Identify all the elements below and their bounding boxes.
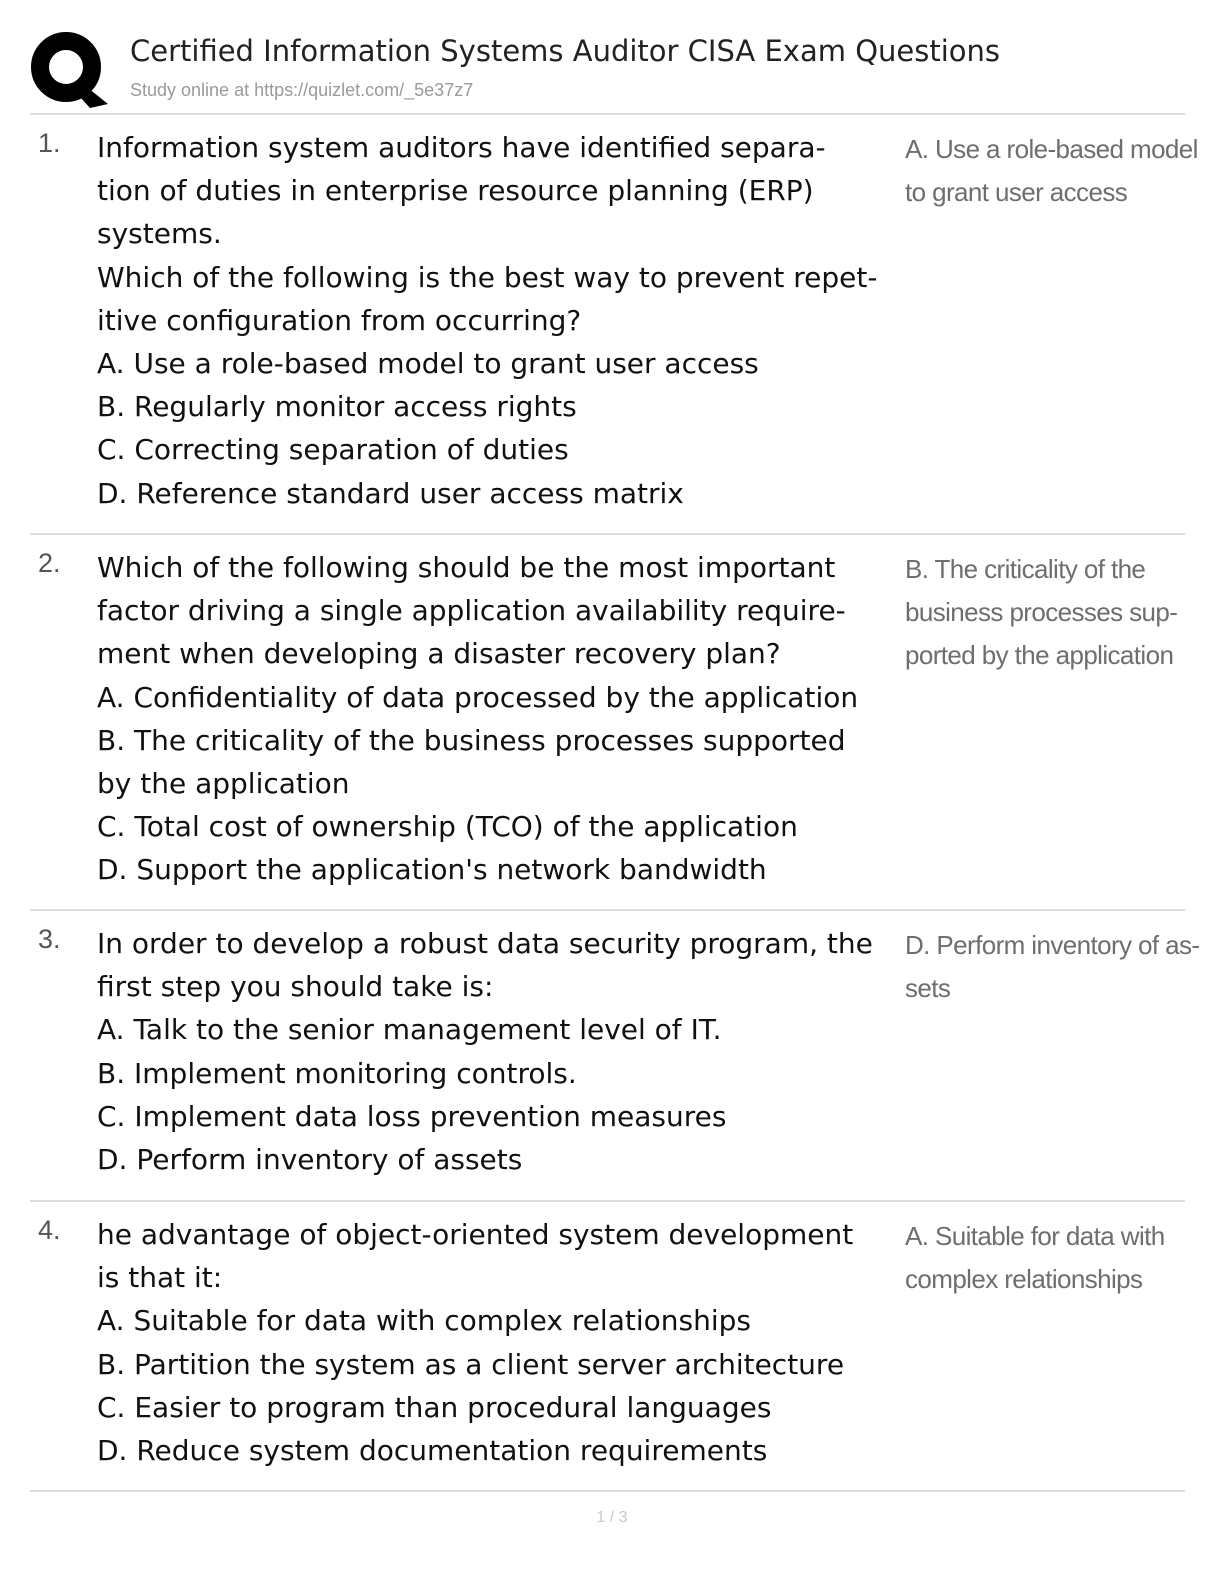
question-line: systems. [97,217,222,251]
question-line: he advantage of object-oriented system development [97,1218,854,1251]
option-line: B. Implement monitoring controls. [97,1056,577,1090]
option-line: D. Perform inventory of assets [97,1143,523,1177]
answer-text [905,924,1200,1010]
option-line: D. Support the application's network bandwidth [97,853,767,887]
answer-line: ported by the application [905,640,1174,671]
answer-line: D. Perform inventory of as- [905,930,1200,960]
question-line: Which of the following should be the most important [97,551,836,584]
page-number: 1 / 3 [596,1509,628,1526]
header-divider [30,113,1185,115]
answer-line: to grant user access [905,177,1128,208]
quizlet-logo-icon [30,30,108,108]
question-line: first step you should take is: [97,970,494,1004]
study-link[interactable]: Study online at https://quizlet.com/_5e37z7 [130,80,474,100]
answer-line: B. The criticality of the [905,554,1146,584]
question-text [97,1213,902,1472]
question-number: 3. [38,924,61,954]
question-line: In order to develop a robust data security program, the [97,927,873,960]
option-line: D. Reference standard user access matrix [97,476,684,510]
question-number: 2. [38,548,61,578]
option-line: A. Use a role-based model to grant user access [97,347,759,381]
answer-text [905,548,1180,678]
question-line: tion of duties in enterprise resource planning (ERP) [97,174,814,208]
question-line: ment when developing a disaster recovery plan? [97,637,781,671]
question-divider [30,909,1185,911]
answer-line: sets [905,973,951,1004]
question-line: Information system auditors have identified separa- [97,131,826,164]
option-line: A. Talk to the senior management level of IT. [97,1013,722,1047]
answer-line: A. Use a role-based model [905,134,1198,164]
question-line: is that it: [97,1261,223,1295]
question-number: 1. [38,128,61,158]
question-text [97,126,902,515]
option-line: C. Easier to program than procedural languages [97,1390,772,1424]
option-line: C. Correcting separation of duties [97,433,569,467]
option-line: C. Total cost of ownership (TCO) of the application [97,810,798,844]
option-line: D. Reduce system documentation requirements [97,1434,768,1468]
question-line: Which of the following is the best way to prevent repet- [97,260,878,294]
answer-text [905,1215,1180,1301]
option-line: C. Implement data loss prevention measures [97,1099,727,1133]
option-line: B. Regularly monitor access rights [97,390,577,424]
option-line: B. The criticality of the business processes supported [97,723,846,757]
answer-line: A. Suitable for data with [905,1221,1165,1251]
option-line: by the application [97,767,350,801]
question-divider [30,1200,1185,1202]
question-number: 4. [38,1215,61,1245]
answer-line: complex relationships [905,1264,1143,1295]
question-divider [30,533,1185,535]
answer-line: business processes sup- [905,597,1178,628]
page-header [30,28,1185,114]
question-divider [30,1490,1185,1492]
answer-text [905,128,1198,214]
option-line: A. Confidentiality of data processed by the application [97,680,859,714]
option-line: B. Partition the system as a client server architecture [97,1347,845,1381]
question-line: factor driving a single application availability require- [97,594,846,628]
question-text [97,546,902,892]
question-text [97,922,902,1181]
option-line: A. Suitable for data with complex relationships [97,1304,751,1338]
question-line: itive configuration from occurring? [97,303,582,337]
page-title: Certified Information Systems Auditor CISA Exam Questions [130,34,1001,68]
